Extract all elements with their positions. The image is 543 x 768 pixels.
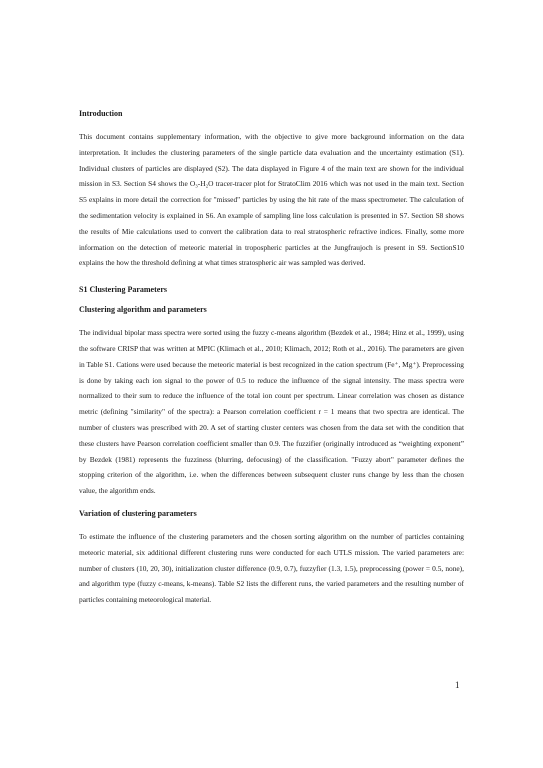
section-spacer — [79, 271, 464, 285]
intro-paragraph: This document contains supplementary information, with the objective to give more background information on the data interpretation. It includes the clustering parameters of the single particle data evaluation and the uncertainty estimation (S1). Individual clusters of particles are displayed (S2). The data displayed in Figure 4 of the main text are shown for the individual mission in S3. Section S4 shows the O₃-H₂O tracer-tracer plot for StratoClim 2016 which was not used in the main text. Section S5 explains in more detail the correction for "missed" particles by using the hit rate of the mass spectrometer. The calculation of the sedimentation velocity is explained in S6. An example of sampling line loss calculation is presented in S7. Section S8 shows the results of Mie calculations used to convert the calibration data to real stratospheric refractive indices. Finally, some more information on the detection of meteoric material in tropospheric particles at the Jungfraujoch is present in S9. SectionS10 explains the how the threshold defining at what times stratospheric air was sampled was derived. — [79, 132, 464, 268]
s1-heading: S1 Clustering Parameters — [79, 285, 167, 295]
subsection-spacer — [79, 499, 464, 509]
page-content — [79, 109, 464, 608]
intro-heading: Introduction — [79, 109, 123, 118]
s1-sub2-paragraph: To estimate the influence of the clustering parameters and the chosen sorting algorithm on the number of particles containing meteoric material, six additional different clustering runs were conducted for each UTLS mission. The varied parameters are: number of clusters (10, 20, 30), initialization cluster difference (0.9, 0.7), fuzzyfier (1.3, 1.5), preprocessing (power = 0.5, none), and algorithm type (fuzzy c-means, k-means). Table S2 lists the different runs, the varied parameters and the resulting number of particles containing meteorological material. — [79, 531, 464, 605]
s1-sub2-heading: Variation of clustering parameters — [79, 508, 197, 518]
page-number: 1 — [455, 680, 460, 690]
s1-sub1-paragraph: The individual bipolar mass spectra were sorted using the fuzzy c-means algorithm (Bezdek et al., 1984; Hinz et al., 1999), using the software CRISP that was written at MPIC (Klimach et al., 2010; Klimach, 2012; Roth et al., 2016). The parameters are given in Table S1. Cations were used because the meteoric material is best recognized in the cation spectrum (Fe⁺, Mg⁺). Preprocessing is done by taking each ion signal to the power of 0.5 to reduce the influence of the signal intensity. The mass spectra were normalized to their sum to reduce the influence of the total ion count per spectrum. Linear correlation was chosen as distance metric (defining "similarity" of the spectra): a Pearson correlation coefficient r = 1 means that two spectra are identical. The number of clusters was prescribed with 20. A set of starting cluster centers was chosen from the data set with the condition that these clusters have Pearson correlation coefficient smaller than 0.9. The fuzzifier (originally introduced as “weighting exponent” by Bezdek (1981) represents the fuzziness (blurring, defocusing) of the classification. "Fuzzy abort" parameter defines the stopping criterion of the algorithm, i.e. when the differences between subsequent cluster runs change by less than the chosen value, the algorithm ends. — [79, 328, 464, 496]
s1-sub1-heading: Clustering algorithm and parameters — [79, 305, 207, 315]
